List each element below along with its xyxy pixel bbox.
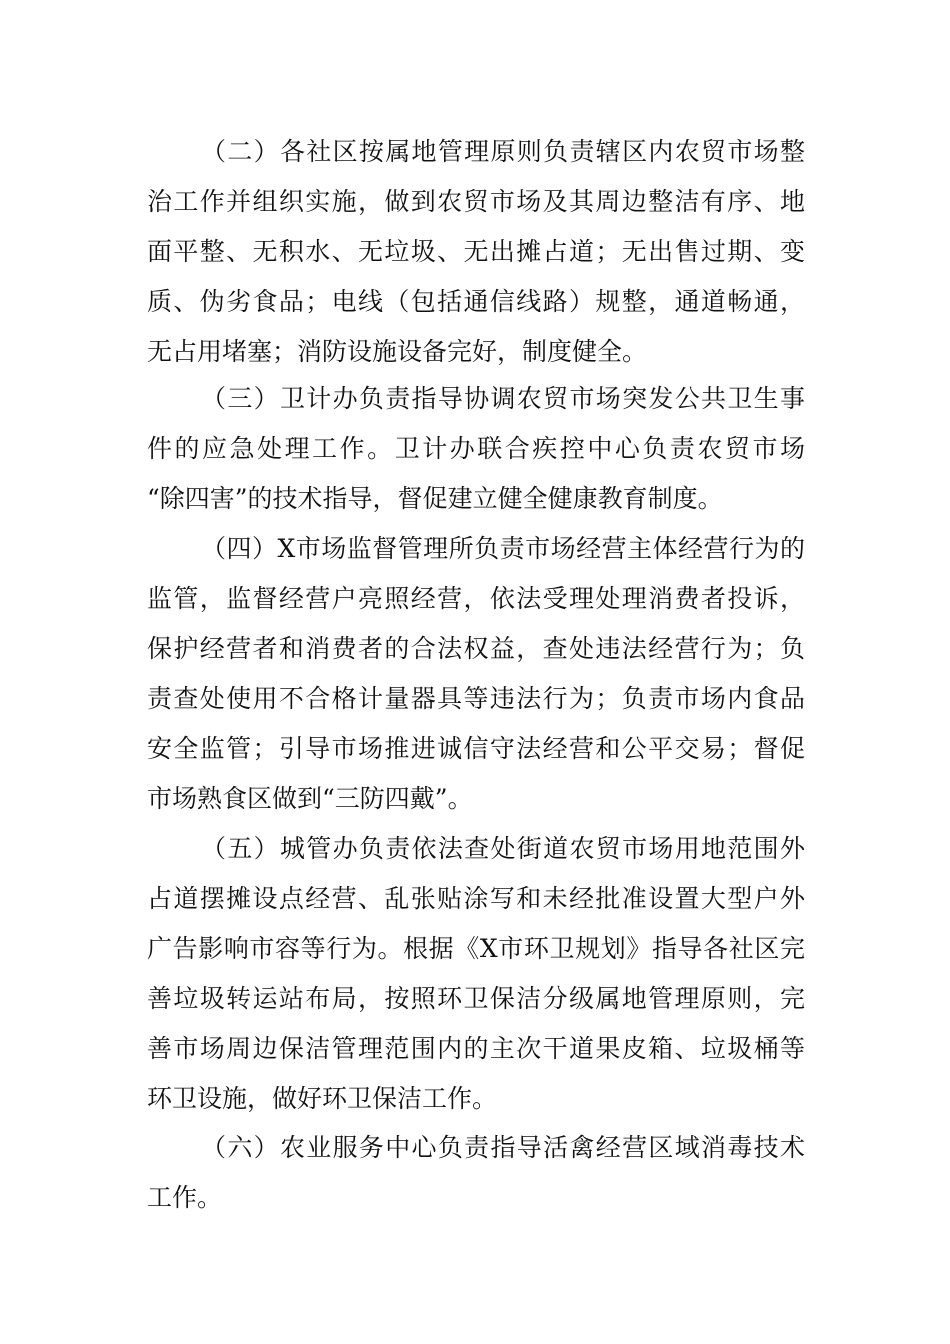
text-line: 面平整、无积水、无垃圾、无出摊占道；无出售过期、变 [147, 237, 805, 266]
text-line: 无占用堵塞；消防设施设备完好，制度健全。 [147, 337, 648, 366]
text-line: “除四害”的技术指导，督促建立健全健康教育制度。 [147, 484, 723, 513]
paragraph-5 [147, 824, 805, 1124]
text-line: 工作。 [147, 1183, 223, 1212]
text-line: 监管，监督经营户亮照经营，依法受理处理消费者投诉， [147, 584, 805, 613]
text-line: 保护经营者和消费者的合法权益，查处违法经营行为；负 [147, 634, 805, 663]
text-line: （五）城管办负责依法查处街道农贸市场用地范围外 [201, 834, 805, 863]
text-line: 环卫设施，做好环卫保洁工作。 [147, 1084, 498, 1113]
text-line: 责查处使用不合格计量器具等违法行为；负责市场内食品 [147, 684, 805, 713]
text-line: （六）农业服务中心负责指导活禽经营区域消毒技术 [201, 1133, 805, 1162]
paragraph-2 [147, 127, 805, 377]
text-line: 件的应急处理工作。卫计办联合疾控中心负责农贸市场 [147, 434, 805, 463]
paragraph-3 [147, 374, 805, 524]
text-line: （四）X市场监督管理所负责市场经营主体经营行为的 [201, 534, 805, 563]
text-line: 治工作并组织实施，做到农贸市场及其周边整洁有序、地 [147, 187, 805, 216]
text-line: （二）各社区按属地管理原则负责辖区内农贸市场整 [201, 137, 805, 166]
text-line: 占道摆摊设点经营、乱张贴涂写和未经批准设置大型户外 [147, 884, 805, 913]
text-line: 广告影响市容等行为。根据《X市环卫规划》指导各社区完 [147, 934, 805, 963]
text-line: （三）卫计办负责指导协调农贸市场突发公共卫生事 [201, 384, 805, 413]
paragraph-4 [147, 524, 805, 824]
text-line: 市场熟食区做到“三防四戴”。 [147, 784, 473, 813]
text-line: 善垃圾转运站布局，按照环卫保洁分级属地管理原则，完 [147, 984, 805, 1013]
paragraph-6 [147, 1123, 805, 1223]
text-line: 安全监管；引导市场推进诚信守法经营和公平交易；督促 [147, 734, 805, 763]
text-line: 善市场周边保洁管理范围内的主次干道果皮箱、垃圾桶等 [147, 1034, 805, 1063]
text-line: 质、伪劣食品；电线（包括通信线路）规整，通道畅通， [147, 287, 805, 316]
